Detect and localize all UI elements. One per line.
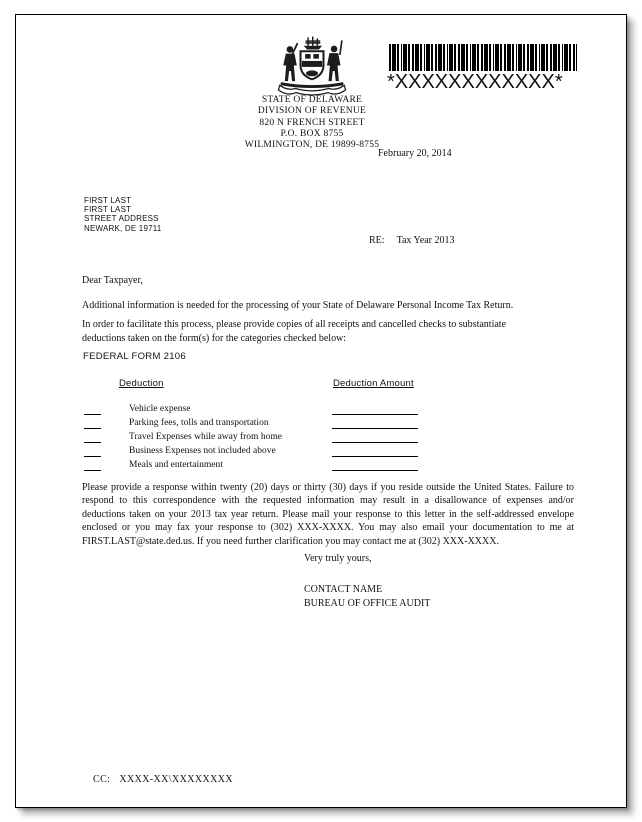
paragraph-line: deductions taken on the form(s) for the categories checked below: (82, 332, 347, 344)
amount-blank (332, 459, 418, 471)
letterhead-address (162, 95, 462, 151)
deduction-item: Parking fees, tolls and transportation (129, 418, 269, 428)
salutation: Dear Taxpayer, (82, 275, 143, 286)
paragraph-line: FIRST.LAST@state.ded.us. If you need further clarification you may contact me at (302) XXX-XXXX. (82, 535, 499, 547)
table-row (84, 459, 564, 473)
cc-label: CC: (93, 774, 111, 785)
barcode (389, 44, 577, 71)
signature-bureau: BUREAU OF OFFICE AUDIT (304, 598, 431, 609)
checkbox-blank (84, 459, 101, 471)
letter-date: February 20, 2014 (378, 148, 452, 159)
signature-contact-name: CONTACT NAME (304, 584, 383, 595)
body-paragraph-2 (82, 318, 582, 345)
amount-blank (332, 445, 418, 457)
recipient-address-line: NEWARK, DE 19711 (84, 223, 162, 233)
letterhead-line: WILMINGTON, DE 19899-8755 (244, 140, 380, 151)
table-row (84, 431, 564, 445)
table-row (84, 417, 564, 431)
amount-blank (332, 403, 418, 415)
deduction-amount-column-header: Deduction Amount (333, 378, 414, 389)
recipient-address-line: FIRST LAST (84, 205, 132, 215)
letterhead-line: STATE OF DELAWARE (261, 95, 363, 105)
reference-line (369, 235, 454, 246)
amount-blank (332, 417, 418, 429)
recipient-address (84, 196, 161, 233)
cc-line (93, 774, 233, 785)
letterhead-line: P.O. BOX 8755 (280, 128, 344, 139)
recipient-address-line: STREET ADDRESS (84, 214, 159, 224)
form-heading: FEDERAL FORM 2106 (83, 351, 186, 362)
delaware-coat-of-arms-icon (266, 36, 358, 96)
checkbox-blank (84, 403, 101, 415)
barcode-label: *XXXXXXXXXXXX* (387, 71, 563, 93)
checkbox-blank (84, 431, 101, 443)
deduction-column-header: Deduction (119, 378, 164, 389)
body-paragraph-1: Additional information is needed for the processing of your State of Delaware Personal Income Tax Return. (82, 300, 514, 311)
letterhead-line: DIVISION OF REVENUE (257, 106, 367, 117)
letter-page (15, 14, 627, 808)
re-label: RE: (369, 235, 385, 246)
paragraph-line: In order to facilitate this process, please provide copies of all receipts and cancelled checks to substantiate (82, 319, 507, 330)
cc-value: XXXX-XX\XXXXXXXX (119, 774, 233, 785)
closing: Very truly yours, (304, 553, 372, 564)
deduction-item: Travel Expenses while away from home (129, 432, 282, 442)
table-row (84, 445, 564, 459)
checkbox-blank (84, 417, 101, 429)
paragraph-line: Please provide a response within twenty (20) days or thirty (30) days if you reside outside the United States. Failure to (82, 482, 574, 493)
deduction-item: Vehicle expense (129, 404, 191, 414)
deduction-item: Meals and entertainment (129, 460, 223, 470)
re-value: Tax Year 2013 (396, 235, 455, 246)
recipient-address-line: FIRST LAST (84, 196, 132, 205)
paragraph-line: enclosed or you may fax your response to (302) XXX-XXXX. You may also email your documentation to me at (82, 522, 574, 534)
body-paragraph-3 (82, 481, 574, 548)
amount-blank (332, 431, 418, 443)
table-row (84, 403, 564, 417)
letterhead-line: 820 N FRENCH STREET (259, 117, 365, 128)
checkbox-blank (84, 445, 101, 457)
deduction-item: Business Expenses not included above (129, 446, 276, 456)
paragraph-line: deductions taken on your 2013 tax year return. Please mail your response to this letter in the self-addressed envelope (82, 508, 574, 520)
paragraph-line: respond to this correspondence with the requested information may result in a disallowance of expenses and/or (82, 495, 574, 507)
